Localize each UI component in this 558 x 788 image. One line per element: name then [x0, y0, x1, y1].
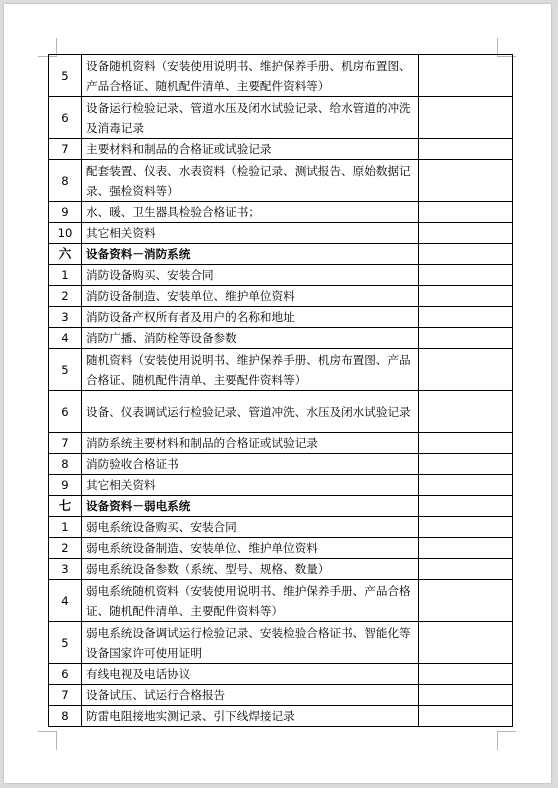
row-number: 8 — [49, 454, 82, 475]
remarks-cell — [419, 580, 513, 622]
row-number: 六 — [49, 244, 82, 265]
remarks-cell — [419, 244, 513, 265]
row-number: 7 — [49, 139, 82, 160]
table-row — [49, 223, 513, 244]
remarks-cell — [419, 286, 513, 307]
table-row — [49, 706, 513, 727]
item-description: 水、暖、卫生器具检验合格证书； — [82, 202, 419, 223]
remarks-cell — [419, 664, 513, 685]
remarks-cell — [419, 538, 513, 559]
row-number: 9 — [49, 202, 82, 223]
item-description: 消防广播、消防栓等设备参数 — [82, 328, 419, 349]
remarks-cell — [419, 160, 513, 202]
table-row — [49, 454, 513, 475]
row-number: 7 — [49, 685, 82, 706]
item-description: 消防设备制造、安装单位、维护单位资料 — [82, 286, 419, 307]
item-description: 配套装置、仪表、水表资料（检验记录、测试报告、原始数据记录、强检资料等） — [82, 160, 419, 202]
item-description: 其它相关资料 — [82, 223, 419, 244]
remarks-cell — [419, 706, 513, 727]
remarks-cell — [419, 139, 513, 160]
table-row — [49, 160, 513, 202]
row-number: 9 — [49, 475, 82, 496]
remarks-cell — [419, 454, 513, 475]
table-row — [49, 286, 513, 307]
row-number: 6 — [49, 97, 82, 139]
remarks-cell — [419, 202, 513, 223]
item-description: 弱电系统设备参数（系统、型号、规格、数量） — [82, 559, 419, 580]
table-row — [49, 307, 513, 328]
row-number: 5 — [49, 622, 82, 664]
table-row — [49, 265, 513, 286]
table-row — [49, 349, 513, 391]
table-row — [49, 328, 513, 349]
section-header-row — [49, 496, 513, 517]
row-number: 6 — [49, 391, 82, 433]
item-description: 弱电系统随机资料（安装使用说明书、维护保养手册、产品合格证、随机配件清单、主要配件资料等） — [82, 580, 419, 622]
table-row — [49, 202, 513, 223]
item-description: 其它相关资料 — [82, 475, 419, 496]
row-number: 1 — [49, 265, 82, 286]
row-number: 7 — [49, 433, 82, 454]
table-row — [49, 55, 513, 97]
row-number: 8 — [49, 160, 82, 202]
row-number: 8 — [49, 706, 82, 727]
table-row — [49, 391, 513, 433]
remarks-cell — [419, 265, 513, 286]
item-description: 主要材料和制品的合格证或试验记录 — [82, 139, 419, 160]
remarks-cell — [419, 433, 513, 454]
row-number: 七 — [49, 496, 82, 517]
remarks-cell — [419, 622, 513, 664]
table-row — [49, 433, 513, 454]
remarks-cell — [419, 475, 513, 496]
item-description: 消防验收合格证书 — [82, 454, 419, 475]
row-number: 5 — [49, 349, 82, 391]
row-number: 3 — [49, 559, 82, 580]
item-description: 有线电视及电话协议 — [82, 664, 419, 685]
table-row — [49, 622, 513, 664]
table-row — [49, 97, 513, 139]
table-row — [49, 139, 513, 160]
table-row — [49, 559, 513, 580]
remarks-cell — [419, 559, 513, 580]
item-description: 设备试压、试运行合格报告 — [82, 685, 419, 706]
item-description: 设备、仪表调试运行检验记录、管道冲洗、水压及闭水试验记录 — [82, 391, 419, 433]
table-row — [49, 517, 513, 538]
remarks-cell — [419, 307, 513, 328]
row-number: 4 — [49, 580, 82, 622]
section-title: 设备资料－消防系统 — [82, 244, 419, 265]
item-description: 弱电系统设备制造、安装单位、维护单位资料 — [82, 538, 419, 559]
section-title: 设备资料－弱电系统 — [82, 496, 419, 517]
table-row — [49, 685, 513, 706]
remarks-cell — [419, 349, 513, 391]
table-row — [49, 580, 513, 622]
table-row — [49, 664, 513, 685]
item-description: 弱电系统设备购买、安装合同 — [82, 517, 419, 538]
item-description: 弱电系统设备调试运行检验记录、安装检验合格证书、智能化等设备国家许可使用证明 — [82, 622, 419, 664]
row-number: 5 — [49, 55, 82, 97]
remarks-cell — [419, 496, 513, 517]
page-corner-mark — [38, 731, 57, 750]
remarks-cell — [419, 328, 513, 349]
row-number: 10 — [49, 223, 82, 244]
row-number: 2 — [49, 538, 82, 559]
document-page — [4, 4, 551, 783]
section-header-row — [49, 244, 513, 265]
row-number: 3 — [49, 307, 82, 328]
row-number: 4 — [49, 328, 82, 349]
remarks-cell — [419, 223, 513, 244]
remarks-cell — [419, 685, 513, 706]
item-description: 设备运行检验记录、管道水压及闭水试验记录、给水管道的冲洗及消毒记录 — [82, 97, 419, 139]
item-description: 防雷电阻接地实测记录、引下线焊接记录 — [82, 706, 419, 727]
row-number: 2 — [49, 286, 82, 307]
remarks-cell — [419, 391, 513, 433]
row-number: 6 — [49, 664, 82, 685]
table-body — [49, 55, 513, 727]
item-description: 设备随机资料（安装使用说明书、维护保养手册、机房布置图、产品合格证、随机配件清单、主要配件资料等） — [82, 55, 419, 97]
item-description: 消防设备产权所有者及用户的名称和地址 — [82, 307, 419, 328]
row-number: 1 — [49, 517, 82, 538]
page-corner-mark — [497, 731, 516, 750]
item-description: 随机资料（安装使用说明书、维护保养手册、机房布置图、产品合格证、随机配件清单、主要配件资料等） — [82, 349, 419, 391]
table-row — [49, 538, 513, 559]
remarks-cell — [419, 517, 513, 538]
item-description: 消防设备购买、安装合同 — [82, 265, 419, 286]
remarks-cell — [419, 55, 513, 97]
table-row — [49, 475, 513, 496]
item-description: 消防系统主要材料和制品的合格证或试验记录 — [82, 433, 419, 454]
remarks-cell — [419, 97, 513, 139]
document-table — [48, 54, 513, 727]
